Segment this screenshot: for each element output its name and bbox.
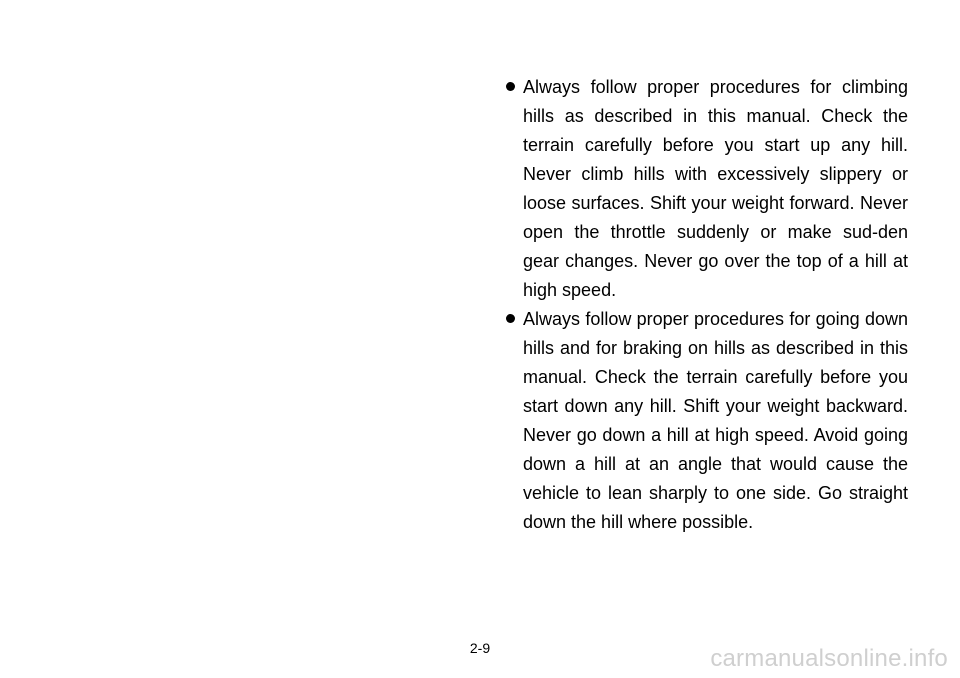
safety-bullet-list [505,73,908,537]
list-item [505,305,908,537]
manual-text-column [505,73,908,537]
bullet-dot-icon [506,82,515,91]
bullet-dot-icon [506,314,515,323]
list-item [505,73,908,305]
bullet-text-going-down-hills: Always follow proper procedures for going down hills and for braking on hills as described in this manual. Check the terrain carefully before you start down any hill. Shift your weight backward. Never go down a hill at high speed. Avoid going down a hill at an angle that would cause the vehicle to lean sharply to one side. Go straight down the hill where possible. [523,309,908,532]
page-number: 2-9 [469,640,491,656]
watermark-text: carmanualsonline.info [710,645,948,672]
bullet-text-climbing-hills: Always follow proper procedures for climbing hills as described in this manual. Check the terrain carefully before you start up any hill. Never climb hills with excessively slippery or loose surfaces. Shift your weight forward. Never open the throttle suddenly or make sud-den gear changes. Never go over the top of a hill at high speed. [523,77,908,300]
